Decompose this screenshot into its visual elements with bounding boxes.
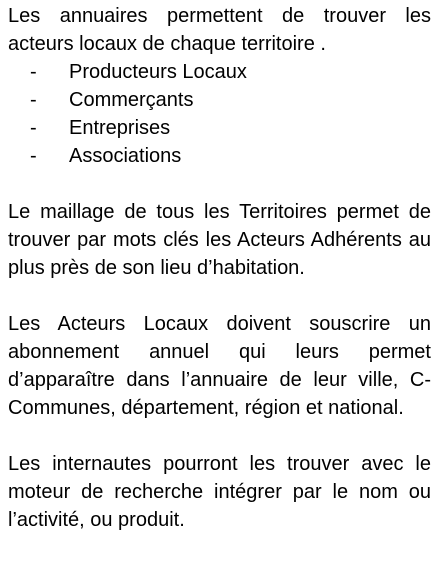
intro-paragraph: Les annuaires permettent de trouver les acteurs locaux de chaque territoire . <box>8 5 431 55</box>
subscription-paragraph: Les Acteurs Locaux doivent souscrire un abonnement annuel qui leurs permet d’apparaître dans l’annuaire de leur ville, C-Communes, département, région et national. <box>8 313 431 419</box>
list-item-text: Entreprises <box>69 117 171 139</box>
bullet-dash: - <box>30 61 37 83</box>
bullet-dash: - <box>30 117 37 139</box>
bullet-dash: - <box>30 145 37 167</box>
list-item <box>8 86 431 114</box>
list-item <box>8 142 431 170</box>
territory-mesh-paragraph: Le maillage de tous les Territoires permet de trouver par mots clés les Acteurs Adhérents au plus près de son lieu d’habitation. <box>8 201 431 279</box>
paragraph-spacer <box>8 422 431 450</box>
paragraph-spacer <box>8 170 431 198</box>
list-item-text: Commerçants <box>69 89 194 111</box>
actor-type-list <box>8 58 431 170</box>
list-item <box>8 58 431 86</box>
document-body <box>8 2 431 534</box>
paragraph-spacer <box>8 282 431 310</box>
search-engine-paragraph: Les internautes pourront les trouver avec le moteur de recherche intégrer par le nom ou l’activité, ou produit. <box>8 453 431 531</box>
bullet-dash: - <box>30 89 37 111</box>
list-item-text: Associations <box>69 145 182 167</box>
list-item-text: Producteurs Locaux <box>69 61 247 83</box>
list-item <box>8 114 431 142</box>
